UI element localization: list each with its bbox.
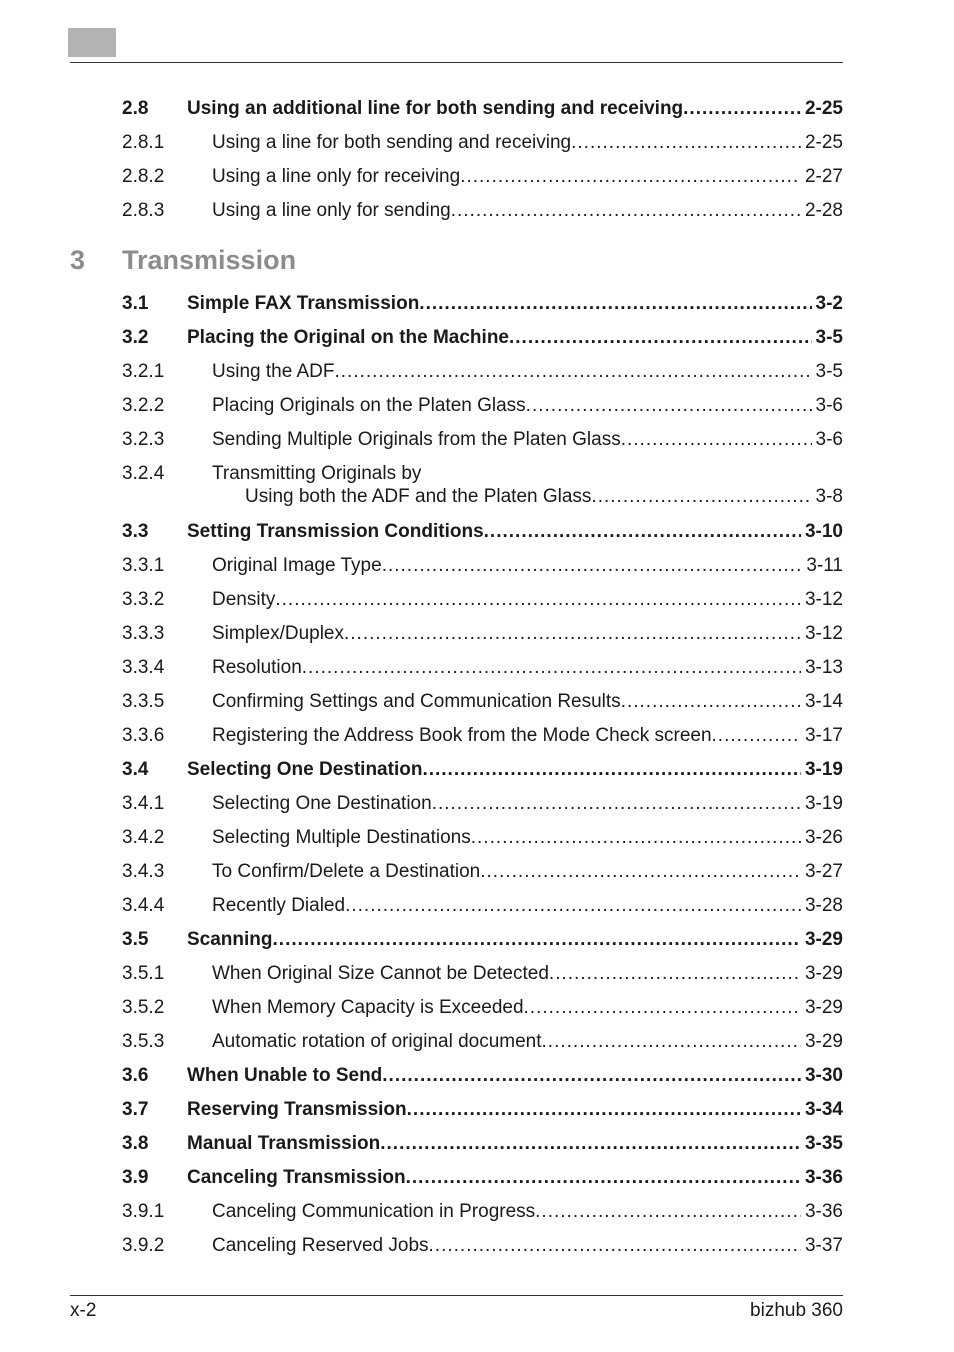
toc-entry-number: 3.3.6: [122, 725, 165, 746]
dot-leader: [451, 199, 801, 222]
dot-leader: [275, 588, 801, 611]
toc-entry-page: 2-28: [804, 200, 843, 221]
toc-entry-title: Manual Transmission: [187, 1133, 381, 1154]
toc-entry-page: 3-35: [804, 1133, 843, 1154]
toc-entry-title-line1: Transmitting Originals by: [212, 463, 422, 484]
toc-entry-number: 3.3.2: [122, 589, 165, 610]
toc-entry-page: 3-17: [804, 725, 843, 746]
dot-leader: [429, 1234, 801, 1257]
toc-entry-title: Registering the Address Book from the Mode Check screen: [212, 725, 712, 746]
dot-leader: [542, 1030, 801, 1053]
toc-entry-title: When Unable to Send: [187, 1065, 383, 1086]
toc-entry-page: 3-2: [815, 293, 843, 314]
dot-leader: [549, 962, 801, 985]
toc-entry-title: Selecting One Destination: [187, 759, 423, 780]
toc-entry-number: 3.5.3: [122, 1031, 165, 1052]
toc-entry-title: Simplex/Duplex: [212, 623, 344, 644]
dot-leader: [591, 485, 811, 508]
toc-entry-number: 2.8.2: [122, 166, 165, 187]
toc-entry-title: Density: [212, 589, 276, 610]
dot-leader: [621, 428, 812, 451]
toc-entry-title: Simple FAX Transmission: [187, 293, 420, 314]
toc-entry-number: 2.8: [122, 98, 149, 119]
dot-leader: [460, 165, 801, 188]
toc-entry-number: 3.5.2: [122, 997, 165, 1018]
dot-leader: [535, 1200, 801, 1223]
footer-rule: [70, 1295, 843, 1296]
toc-entry-number: 3.9.2: [122, 1235, 165, 1256]
toc-entry-number: 3.3.5: [122, 691, 165, 712]
dot-leader: [683, 97, 801, 120]
toc-entry-number: 2.8.1: [122, 132, 165, 153]
toc-entry-title: Confirming Settings and Communication Results: [212, 691, 621, 712]
toc-entry-page: 3-27: [804, 861, 843, 882]
toc-entry-number: 3.5.1: [122, 963, 165, 984]
dot-leader: [380, 1132, 801, 1155]
dot-leader: [382, 1064, 801, 1087]
chapter-heading: [70, 245, 296, 276]
toc-entry-number: 3.4.4: [122, 895, 165, 916]
toc-entry-title: To Confirm/Delete a Destination: [212, 861, 481, 882]
dot-leader: [509, 326, 812, 349]
chapter-title: Transmission: [122, 245, 297, 275]
toc-entry-title: Using a line for both sending and receiving: [212, 132, 572, 153]
toc-entry-page: 2-25: [804, 98, 843, 119]
dot-leader: [621, 690, 801, 713]
toc-entry-number: 3.1: [122, 293, 149, 314]
toc-entry-title: Selecting Multiple Destinations: [212, 827, 471, 848]
toc-entry-page: 3-6: [815, 395, 843, 416]
toc-entry-title: Using both the ADF and the Platen Glass: [245, 486, 592, 507]
dot-leader: [406, 1166, 801, 1189]
dot-leader: [344, 622, 801, 645]
dot-leader: [335, 360, 812, 383]
toc-entry-title: Using a line only for receiving: [212, 166, 461, 187]
toc-entry-number: 3.2.3: [122, 429, 165, 450]
toc-entry-number: 3.2.4: [122, 463, 165, 484]
toc-entry-title: Reserving Transmission: [187, 1099, 407, 1120]
toc-entry-page: 3-29: [804, 963, 843, 984]
toc-entry-title: Placing Originals on the Platen Glass: [212, 395, 526, 416]
toc-entry-page: 2-27: [804, 166, 843, 187]
dot-leader: [484, 520, 801, 543]
dot-leader: [302, 656, 801, 679]
toc-entry-page: 2-25: [804, 132, 843, 153]
chapter-number: 3: [70, 245, 86, 275]
toc-entry-page: 3-13: [804, 657, 843, 678]
footer-page-number: x-2: [70, 1300, 97, 1321]
toc-entry-title: Using a line only for sending: [212, 200, 451, 221]
dot-leader: [407, 1098, 801, 1121]
toc-entry-page: 3-8: [815, 486, 843, 507]
toc-entry-title: When Memory Capacity is Exceeded: [212, 997, 524, 1018]
toc-entry-page: 3-34: [804, 1099, 843, 1120]
dot-leader: [571, 131, 801, 154]
toc-entry-page: 3-11: [806, 555, 843, 576]
toc-entry-page: 3-19: [804, 793, 843, 814]
toc-entry-page: 3-5: [815, 361, 843, 382]
toc-entry-page: 3-10: [804, 521, 843, 542]
toc-entry-page: 3-29: [804, 997, 843, 1018]
toc-entry-page: 3-29: [804, 929, 843, 950]
toc-entry-number: 3.2.1: [122, 361, 165, 382]
toc-entry-title: Scanning: [187, 929, 273, 950]
toc-entry-title: Setting Transmission Conditions: [187, 521, 484, 542]
toc-entry-number: 3.3.1: [122, 555, 165, 576]
toc-entry-title: Canceling Reserved Jobs: [212, 1235, 429, 1256]
toc-entry-number: 3.3.3: [122, 623, 165, 644]
toc-entry-number: 3.8: [122, 1133, 149, 1154]
dot-leader: [526, 394, 812, 417]
toc-entry-title: Using the ADF: [212, 361, 335, 382]
toc-entry-page: 3-5: [815, 327, 843, 348]
toc-entry-page: 3-26: [804, 827, 843, 848]
toc-entry-number: 3.4.2: [122, 827, 165, 848]
toc-entry-title: Placing the Original on the Machine: [187, 327, 509, 348]
toc-entry-page: 3-6: [815, 429, 843, 450]
dot-leader: [524, 996, 801, 1019]
toc-entry-number: 2.8.3: [122, 200, 165, 221]
toc-entry-number: 3.4.3: [122, 861, 165, 882]
dot-leader: [273, 928, 801, 951]
toc-entry-page: 3-12: [804, 589, 843, 610]
toc-entry-title: Canceling Communication in Progress: [212, 1201, 536, 1222]
toc-entry-page: 3-30: [804, 1065, 843, 1086]
toc-entry-number: 3.5: [122, 929, 149, 950]
toc-entry-title: Original Image Type: [212, 555, 382, 576]
dot-leader: [712, 724, 801, 747]
dot-leader: [480, 860, 801, 883]
toc-entry-title: Automatic rotation of original document: [212, 1031, 542, 1052]
toc-entry-page: 3-36: [804, 1201, 843, 1222]
toc-entry-number: 3.7: [122, 1099, 149, 1120]
toc-entry-page: 3-29: [804, 1031, 843, 1052]
toc-entry-number: 3.2: [122, 327, 149, 348]
toc-entry-number: 3.3.4: [122, 657, 165, 678]
footer-product-name: bizhub 360: [750, 1300, 843, 1321]
toc-entry-page: 3-14: [804, 691, 843, 712]
dot-leader: [419, 292, 811, 315]
toc-entry-title: Recently Dialed: [212, 895, 346, 916]
dot-leader: [382, 554, 803, 577]
toc-entry-page: 3-37: [804, 1235, 843, 1256]
toc-entry-title: Canceling Transmission: [187, 1167, 406, 1188]
dot-leader: [345, 894, 801, 917]
toc-entry-title: Sending Multiple Originals from the Platen Glass: [212, 429, 621, 450]
toc-entry-page: 3-12: [804, 623, 843, 644]
toc-entry-number: 3.9: [122, 1167, 149, 1188]
toc-entry-number: 3.4: [122, 759, 149, 780]
toc-entry-title: When Original Size Cannot be Detected: [212, 963, 549, 984]
toc-entry-number: 3.9.1: [122, 1201, 165, 1222]
toc-entry-title: Using an additional line for both sending and receiving: [187, 98, 684, 119]
toc-entry-title: Resolution: [212, 657, 302, 678]
toc-entry-page: 3-36: [804, 1167, 843, 1188]
toc-entry-number: 3.6: [122, 1065, 149, 1086]
dot-leader: [432, 792, 801, 815]
toc-entry-title: Selecting One Destination: [212, 793, 432, 814]
toc-entry-page: 3-28: [804, 895, 843, 916]
toc-entry-number: 3.4.1: [122, 793, 165, 814]
dot-leader: [422, 758, 801, 781]
toc-entry-number: 3.3: [122, 521, 149, 542]
toc-entry-number: 3.2.2: [122, 395, 165, 416]
toc-entry-page: 3-19: [804, 759, 843, 780]
dot-leader: [471, 826, 801, 849]
